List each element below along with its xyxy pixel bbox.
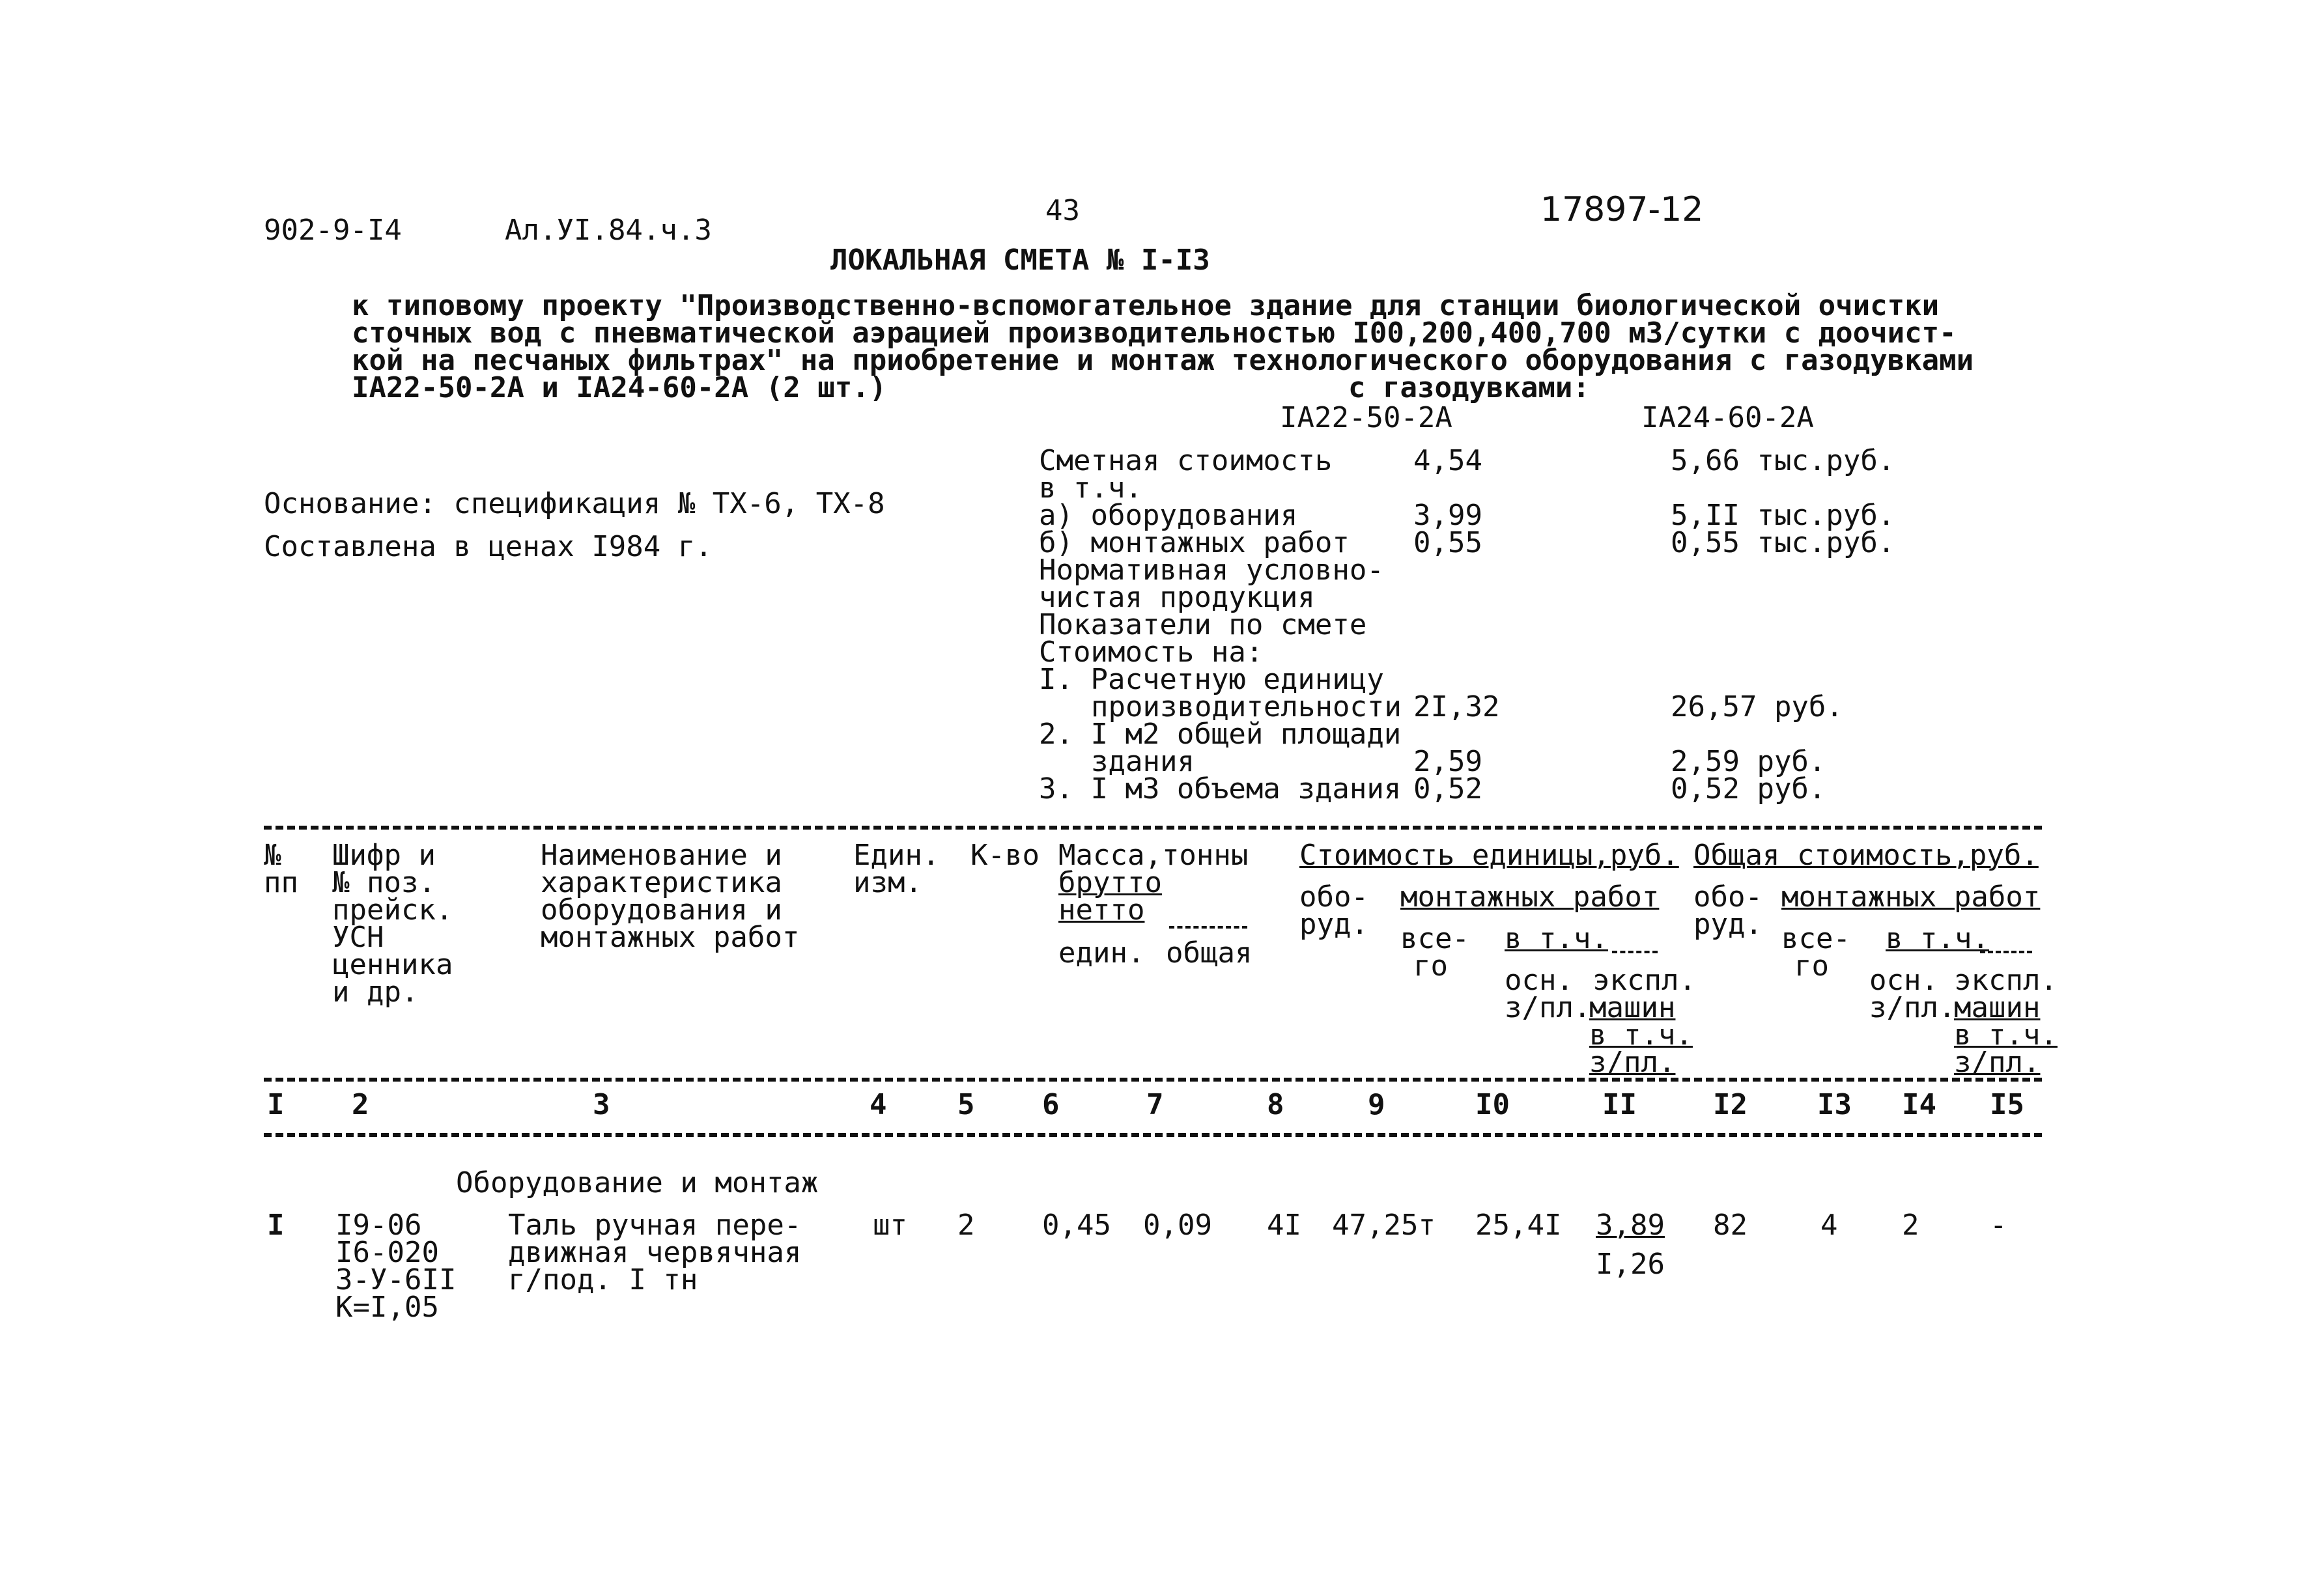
row-code-1: I9-06	[335, 1209, 422, 1242]
indicator-1-value-a: 2I,32	[1413, 690, 1500, 723]
header-brutto: брутто	[1058, 866, 1162, 899]
header-number-1: №	[264, 839, 281, 872]
indicator-2-value-a: 2,59	[1413, 745, 1482, 778]
header-unit-1: Един.	[853, 839, 940, 872]
column-number-3: 3	[593, 1088, 610, 1121]
row-total-machines: -	[1990, 1209, 2007, 1242]
header-total-equipment-1: обо-	[1693, 880, 1762, 914]
cost-on-label: Стоимость на:	[1039, 636, 1264, 669]
equipment-value-a: 3,99	[1413, 499, 1482, 532]
header-code-5: ценника	[332, 948, 453, 981]
header-machines-1: экспл.	[1592, 964, 1696, 997]
column-number-10: I0	[1475, 1088, 1510, 1121]
row-quantity: 2	[957, 1209, 975, 1242]
header-number-2: пп	[264, 866, 298, 899]
row-mounting-total: 47,25т	[1332, 1209, 1436, 1242]
header-base-pay-1: осн.	[1505, 964, 1574, 997]
header-total-machines-1: экспл.	[1954, 964, 2058, 997]
header-machines-2: машин	[1589, 991, 1676, 1024]
header-name-2: характеристика	[541, 866, 782, 899]
header-code-3: прейск.	[332, 893, 453, 927]
mounting-label: б) монтажных работ	[1039, 526, 1350, 559]
header-quantity: К-во	[970, 839, 1040, 872]
header-total-mounting-works: монтажных работ	[1781, 880, 2041, 914]
column-number-12: I2	[1713, 1088, 1748, 1121]
intro-line-1: к типовому проекту "Производственно-вспомогательное здание для станции биологической очистки	[352, 289, 1940, 322]
header-total-including: в т.ч.	[1886, 922, 1989, 955]
column-number-13: I3	[1817, 1088, 1852, 1121]
header-all-1: все-	[1400, 922, 1469, 955]
header-machines-4: з/пл.	[1589, 1046, 1676, 1079]
header-mass: Масса,тонны	[1058, 839, 1249, 872]
gas-blowers-label: с газодувками:	[1348, 371, 1590, 404]
netto-dashes	[1169, 926, 1247, 929]
header-mass-unit: един.	[1058, 936, 1145, 970]
table-header-rule	[264, 1078, 2042, 1082]
header-total-all-2: го	[1794, 949, 1829, 983]
indicator-1-line-2: производительности	[1091, 690, 1402, 723]
row-machines: 3,89	[1596, 1209, 1665, 1242]
row-number: I	[267, 1209, 285, 1242]
header-mass-total: общая	[1166, 936, 1253, 970]
indicator-2-line-2: здания	[1091, 745, 1195, 778]
normative-label-1: Нормативная условно-	[1039, 553, 1384, 587]
row-unit: шт	[873, 1209, 907, 1242]
row-name-2: движная червячная	[508, 1236, 802, 1269]
column-head-a: IA22-50-2A	[1280, 401, 1452, 434]
indicator-3-line: 3. I м3 объема здания	[1039, 772, 1402, 805]
header-code-2: № поз.	[332, 866, 436, 899]
column-head-b: IA24-60-2A	[1641, 401, 1814, 434]
column-number-8: 8	[1267, 1088, 1284, 1121]
column-number-6: 6	[1042, 1088, 1060, 1121]
row-mass-unit: 0,45	[1042, 1209, 1111, 1242]
header-netto: нетто	[1058, 893, 1145, 927]
document-code: 902-9-I4	[264, 214, 402, 247]
header-equipment-2: руд.	[1299, 908, 1368, 941]
page-number: 43	[1045, 194, 1080, 227]
cost-value-a: 4,54	[1413, 444, 1482, 477]
normative-label-2: чистая продукция	[1039, 581, 1315, 614]
album-number: Ал.УI.84.ч.3	[505, 214, 712, 247]
column-number-7: 7	[1146, 1088, 1164, 1121]
section-title: Оборудование и монтаж	[456, 1166, 819, 1199]
intro-line-4: IA22-50-2A и IA24-60-2A (2 шт.)	[352, 371, 887, 404]
row-name-1: Таль ручная пере-	[508, 1209, 802, 1242]
basis: Основание: спецификация № ТХ-6, ТХ-8	[264, 487, 885, 520]
column-number-5: 5	[957, 1088, 975, 1121]
indicator-1-line-1: I. Расчетную единицу	[1039, 663, 1384, 696]
cost-label: Сметная стоимость	[1039, 444, 1333, 477]
header-machines-3: в т.ч.	[1589, 1018, 1693, 1052]
mounting-value-b: 0,55 тыс.руб.	[1671, 526, 1895, 559]
header-total-equipment-2: руд.	[1693, 908, 1762, 941]
column-number-2: 2	[352, 1088, 369, 1121]
header-total-machines-2: машин	[1954, 991, 2041, 1024]
header-code-6: и др.	[332, 975, 419, 1009]
header-unit-2: изм.	[853, 866, 922, 899]
indicator-2-line-1: 2. I м2 общей площади	[1039, 718, 1402, 751]
equipment-value-b: 5,II тыс.руб.	[1671, 499, 1895, 532]
column-numbers-rule	[264, 1133, 2042, 1137]
header-mounting-works: монтажных работ	[1400, 880, 1660, 914]
header-name-4: монтажных работ	[541, 921, 800, 954]
header-total-machines-4: з/пл.	[1954, 1046, 2041, 1079]
column-number-15: I5	[1990, 1088, 2024, 1121]
header-total-all-1: все-	[1781, 922, 1850, 955]
column-number-4: 4	[870, 1088, 887, 1121]
row-base-pay: 25,4I	[1475, 1209, 1562, 1242]
column-number-11: II	[1602, 1088, 1637, 1121]
intro-line-2: сточных вод с пневматической аэрацией производительностью I00,200,400,700 м3/сутки с доочист-	[352, 316, 1957, 350]
header-name-1: Наименование и	[541, 839, 782, 872]
cost-value-b: 5,66 тыс.руб.	[1671, 444, 1895, 477]
prices-year: Составлена в ценах I984 г.	[264, 530, 713, 563]
indicator-2-value-b: 2,59 руб.	[1671, 745, 1826, 778]
header-base-pay-2: з/пл.	[1505, 991, 1591, 1024]
row-name-3: г/под. I тн	[508, 1263, 698, 1296]
handwritten-number: 17897-12	[1540, 190, 1704, 229]
total-including-dashes	[1980, 951, 2032, 953]
row-total-base-pay: 2	[1902, 1209, 1919, 1242]
row-mass-total: 0,09	[1143, 1209, 1212, 1242]
header-equipment-1: обо-	[1299, 880, 1368, 914]
header-total-base-pay-1: осн.	[1869, 964, 1938, 997]
column-number-9: 9	[1368, 1088, 1385, 1121]
indicator-1-value-b: 26,57 руб.	[1671, 690, 1843, 723]
page-title: ЛОКАЛЬНАЯ СМЕТА № I-I3	[830, 244, 1210, 277]
header-total-cost: Общая стоимость,руб.	[1693, 839, 2039, 872]
header-name-3: оборудования и	[541, 893, 782, 927]
row-machines-pay: I,26	[1596, 1248, 1665, 1281]
header-unit-cost: Стоимость единицы,руб.	[1299, 839, 1679, 872]
row-total-mounting: 4	[1820, 1209, 1838, 1242]
row-code-2: I6-020	[335, 1236, 439, 1269]
header-all-2: го	[1413, 949, 1448, 983]
column-number-14: I4	[1902, 1088, 1936, 1121]
header-total-machines-3: в т.ч.	[1954, 1018, 2058, 1052]
including-dashes	[1612, 951, 1658, 953]
header-including: в т.ч.	[1505, 922, 1608, 955]
column-number-1: I	[267, 1088, 285, 1121]
table-top-rule	[264, 826, 2042, 830]
row-code-4: К=I,05	[335, 1291, 439, 1324]
indicator-3-value-a: 0,52	[1413, 772, 1482, 805]
intro-line-3: кой на песчаных фильтрах" на приобретение и монтаж технологического оборудования с газодувками	[352, 344, 1974, 377]
header-code-1: Шифр и	[332, 839, 436, 872]
indicators-label: Показатели по смете	[1039, 608, 1367, 641]
mounting-value-a: 0,55	[1413, 526, 1482, 559]
header-total-base-pay-2: з/пл.	[1869, 991, 1956, 1024]
row-equipment-cost: 4I	[1267, 1209, 1301, 1242]
including-label: в т.ч.	[1039, 471, 1142, 505]
header-code-4: УСН	[332, 921, 384, 954]
indicator-3-value-b: 0,52 руб.	[1671, 772, 1826, 805]
row-total-equipment: 82	[1713, 1209, 1748, 1242]
equipment-label: а) оборудования	[1039, 499, 1298, 532]
row-code-3: 3-У-6II	[335, 1263, 457, 1296]
